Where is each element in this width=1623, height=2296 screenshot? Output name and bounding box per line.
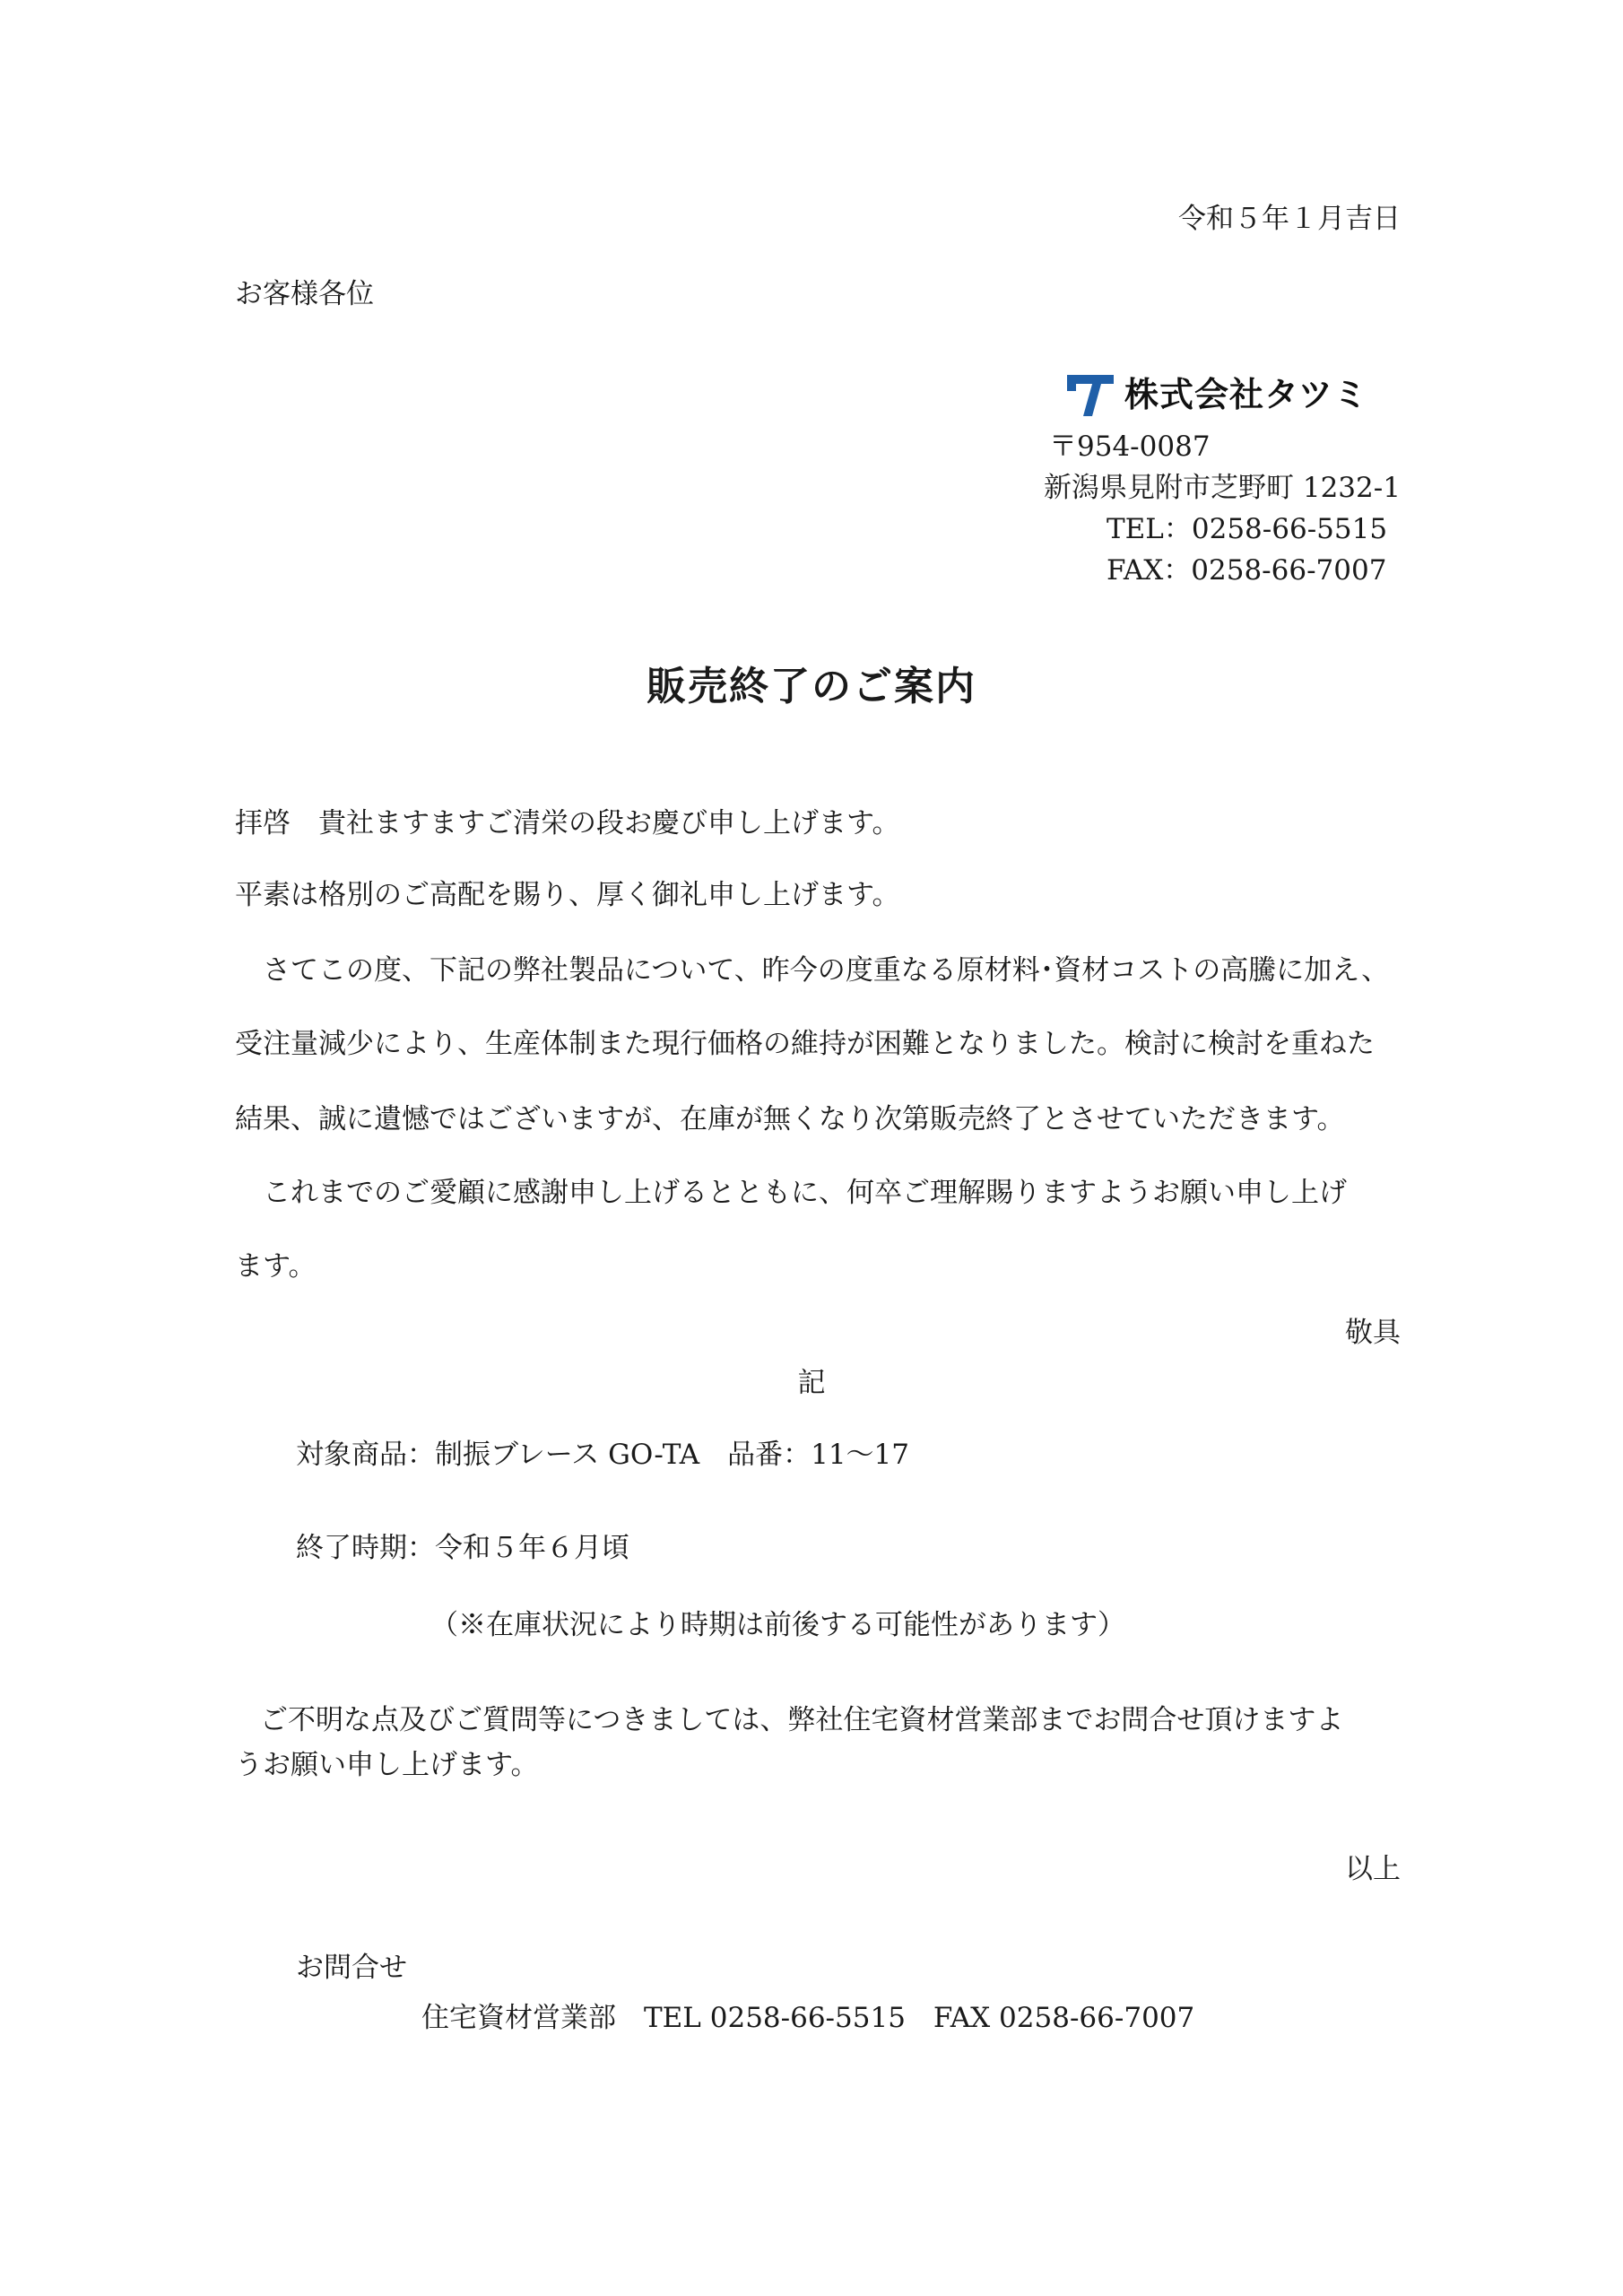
contact-paragraph-line: ご不明な点及びご質問等につきましては、弊社住宅資材営業部までお問合せ頂けますよ (260, 1704, 1344, 1736)
target-product: 対象商品：制振ブレース GO-TA 品番：11～17 (296, 1439, 910, 1471)
inquiry-label: お問合せ (296, 1952, 407, 1984)
contact-paragraph-line: うお願い申し上げます。 (235, 1749, 539, 1781)
end-period-note: （※在庫状況により時期は前後する可能性があります） (430, 1609, 1125, 1641)
company-fax: FAX：0258-66-7007 (1107, 554, 1387, 587)
company-name: 株式会社タツミ (1124, 375, 1368, 414)
page-title: 販売終了のご案内 (647, 664, 976, 709)
body-paragraph-line: 受注量減少により、生産体制また現行価格の維持が困難となりました。検討に検討を重ねた (235, 1028, 1375, 1060)
company-logo (1065, 368, 1406, 422)
notice-heading: 記 (797, 1367, 826, 1399)
inquiry-contact-line: 住宅資材営業部 TEL 0258-66-5515 FAX 0258-66-7007 (421, 2002, 1195, 2034)
body-paragraph-line: さてこの度、下記の弊社製品について、昨今の度重なる原材料･資材コストの高騰に加え、 (235, 954, 1390, 987)
company-tel: TEL：0258-66-5515 (1107, 513, 1388, 545)
body-paragraph-line: これまでのご愛顧に感謝申し上げるとともに、何卒ご理解賜りますようお願い申し上げ (235, 1177, 1347, 1209)
letter-date: 令和５年１月吉日 (1178, 203, 1401, 235)
company-address: 新潟県見附市芝野町 1232-1 (1044, 472, 1401, 504)
thanks-line: 平素は格別のご高配を賜り、厚く御礼申し上げます。 (235, 879, 900, 911)
body-paragraph-line: 結果、誠に遺憾ではございますが、在庫が無くなり次第販売終了とさせていただきます。 (235, 1103, 1345, 1135)
body-paragraph-line: ます。 (235, 1250, 317, 1283)
company-postal-code: 〒954-0087 (1049, 430, 1211, 463)
end-period: 終了時期：令和５年６月頃 (296, 1532, 629, 1564)
addressee: お客様各位 (235, 278, 374, 310)
closing-keigu: 敬具 (1345, 1317, 1401, 1349)
tatsumi-t-logo-icon (1065, 371, 1115, 418)
greeting-line: 拝啓 貴社ますますご清栄の段お慶び申し上げます。 (235, 807, 900, 839)
closing-ijo: 以上 (1345, 1853, 1401, 1885)
